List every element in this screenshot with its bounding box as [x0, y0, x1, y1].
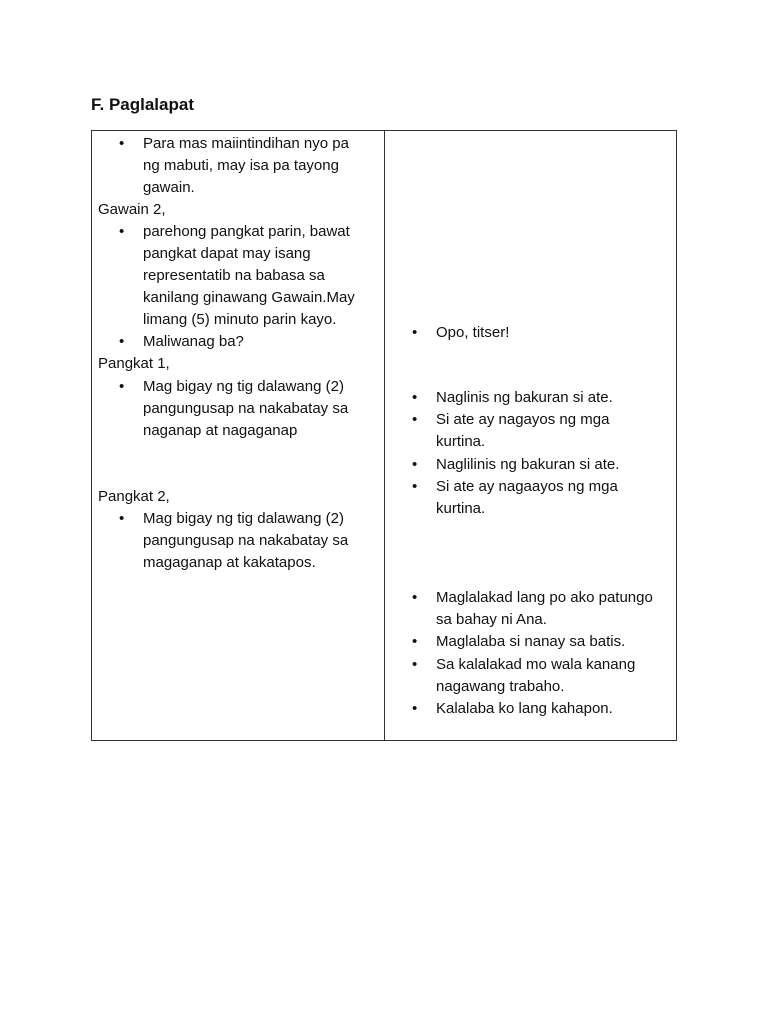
bullet-marker: • — [412, 700, 418, 717]
list-item-line: Naglinis ng bakuran si ate. — [436, 389, 613, 406]
bullet-marker: • — [119, 223, 125, 240]
list-item-line: Naglilinis ng bakuran si ate. — [436, 456, 620, 473]
bullet-marker: • — [119, 135, 125, 152]
bullet-marker: • — [119, 378, 125, 395]
list-item-line: Sa kalalakad mo wala kanang — [436, 656, 636, 673]
list-item-line: kanilang ginawang Gawain.May — [143, 289, 355, 306]
list-item-line: Mag bigay ng tig dalawang (2) — [143, 510, 344, 527]
section-label: Gawain 2, — [98, 201, 166, 218]
list-item-line: gawain. — [143, 179, 195, 196]
bullet-marker: • — [412, 589, 418, 606]
bullet-marker: • — [412, 411, 418, 428]
list-item-line: ng mabuti, may isa pa tayong — [143, 157, 339, 174]
list-item-line: Opo, titser! — [436, 324, 510, 341]
bullet-marker: • — [412, 656, 418, 673]
list-item-line: Kalalaba ko lang kahapon. — [436, 700, 613, 717]
section-label: Pangkat 1, — [98, 355, 170, 372]
list-item-line: sa bahay ni Ana. — [436, 611, 547, 628]
list-item-line: pangungusap na nakabatay sa — [143, 400, 349, 417]
bullet-marker: • — [412, 324, 418, 341]
list-item-line: Para mas maiintindihan nyo pa — [143, 135, 349, 152]
list-item-line: Si ate ay nagaayos ng mga — [436, 478, 618, 495]
list-item-line: nagawang trabaho. — [436, 678, 565, 695]
list-item-line: kurtina. — [436, 433, 486, 450]
list-item-line: pangkat dapat may isang — [143, 245, 311, 262]
list-item-line: limang (5) minuto parin kayo. — [143, 311, 337, 328]
list-item-line: pangungusap na nakabatay sa — [143, 532, 349, 549]
list-item-line: Maglalakad lang po ako patungo — [436, 589, 653, 606]
list-item-line: magaganap at kakatapos. — [143, 554, 316, 571]
list-item-line: Mag bigay ng tig dalawang (2) — [143, 378, 344, 395]
bullet-marker: • — [412, 478, 418, 495]
page-title: F. Paglalapat — [91, 95, 194, 114]
teacher-activity-column — [92, 131, 385, 740]
student-response-column — [385, 131, 676, 740]
bullet-marker: • — [412, 389, 418, 406]
list-item-line: kurtina. — [436, 500, 486, 517]
list-item-line: Maliwanag ba? — [143, 333, 244, 350]
lesson-table — [91, 130, 677, 741]
bullet-marker: • — [412, 633, 418, 650]
section-label: Pangkat 2, — [98, 488, 170, 505]
list-item-line: parehong pangkat parin, bawat — [143, 223, 350, 240]
list-item-line: Si ate ay nagayos ng mga — [436, 411, 610, 428]
list-item-line: representatib na babasa sa — [143, 267, 325, 284]
bullet-marker: • — [119, 333, 125, 350]
list-item-line: Maglalaba si nanay sa batis. — [436, 633, 626, 650]
bullet-marker: • — [412, 456, 418, 473]
list-item-line: naganap at nagaganap — [143, 422, 298, 439]
bullet-marker: • — [119, 510, 125, 527]
